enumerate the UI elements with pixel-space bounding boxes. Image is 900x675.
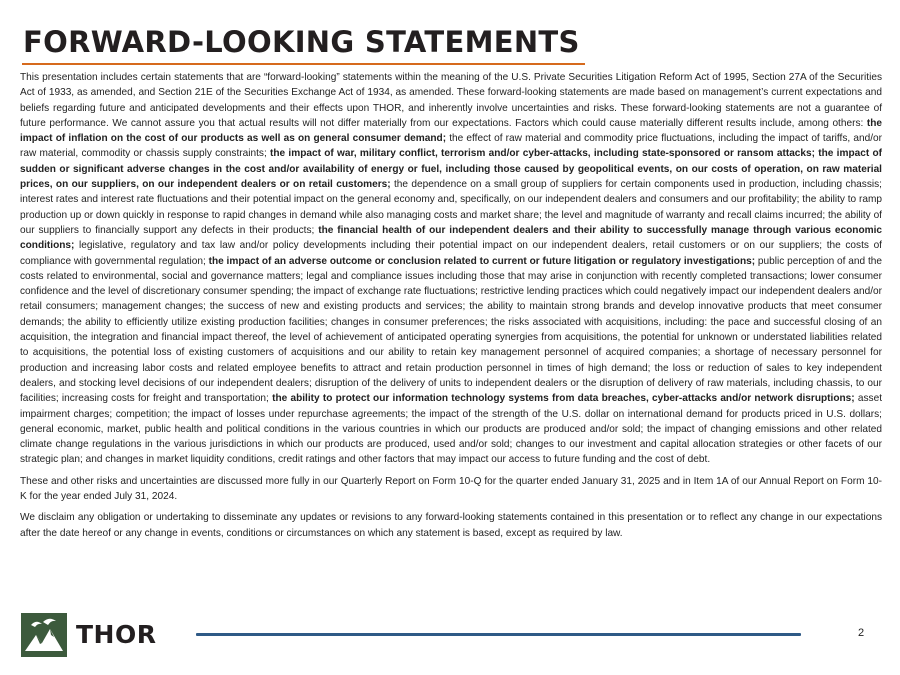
emphasized-risk-factor: the ability to protect our information technology systems from data breaches, cyber-attacks and/or network disruptions; (272, 393, 855, 405)
risk-factor-text: public perception of and the costs related to environmental, social and governance matters; legal and compliance issues including those that may arise in conjunction with recently completed transactions; lower consumer confidence and the level of discretionary consumer spending; the impact of exchange rate fluctuations; restrictive lending practices which could negatively impact our independent dealers and/or retail consumers; management changes; the success of new and existing products and services; the ability to maintain strong brands and develop innovative products that meet consumer demands; the ability to efficiently utilize existing production facilities; changes in consumer preferences; the risks associated with acquisitions, including: the pace and successful closing of an acquisition, the integration and financial impact thereof, the level of achievement of anticipated operating synergies from acquisitions, the potential for unknown or understated liabilities related to acquisitions, the potential loss of existing customers of acquisitions and our ability to retain key management personnel of acquired companies; a shortage of necessary personnel for production and increasing labor costs and related employee benefits to attract and retain production personnel in times of high demand; the loss or reduction of sales to key independent dealers, and stocking level decisions of our independent dealers; disruption of the delivery of units to independent dealers or the disruption of delivery of raw materials, including chassis, to our facilities; increasing costs for freight and transportation; (20, 255, 882, 405)
risk-factor-text: the effect of raw material and commodity price fluctuations, including the impact of tariffs, and/or raw material, commodity or chassis supply constraints; (20, 133, 882, 160)
risk-factor-text: asset impairment charges; competition; the impact of losses under repurchase agreements; the impact of the strength of the U.S. dollar on international demand for products priced in U.S. dollars; general economic, market, public health and political conditions in the various countries in which our products are produced and/or sold; the impact of changing emissions and other related climate change regulations in the various jurisdictions in which our products are produced, used and/or sold; changes to our investment and capital allocation strategies or other facets of our strategic plan; and changes in market liquidity conditions, credit ratings and other factors that may impact our access to future funding and the cost of debt. (20, 393, 882, 466)
title-underline (22, 63, 585, 65)
risk-factor-text: legislative, regulatory and tax law and/or policy developments including their potential impact on our independent dealers, retail customers or on our suppliers; the costs of compliance with governmental regulation; (20, 240, 882, 267)
disclaimer-paragraph: We disclaim any obligation or undertaking to disseminate any updates or revisions to any forward-looking statements contained in this presentation or to reflect any change in our expectations after the date hereof or any change in events, conditions or circumstances on which any statement is based, except as required by law. (20, 512, 882, 539)
statement-body (20, 70, 882, 547)
emphasized-risk-factor: the impact of an adverse outcome or conclusion related to current or future litigation or regulatory investigations; (208, 255, 756, 267)
risk-factors-paragraph (20, 70, 882, 468)
risk-disclosure-paragraph: These and other risks and uncertainties are discussed more fully in our Quarterly Report on Form 10-Q for the quarter ended January 31, 2025 and in Item 1A of our Annual Report on Form 10-K for the year ended July 31, 2024. (20, 475, 882, 503)
thor-mountain-logo-icon (21, 613, 67, 657)
page-number: 2 (858, 627, 865, 639)
footer-divider (196, 633, 801, 636)
risk-factor-text: This presentation includes certain statements that are “forward-looking” statements within the meaning of the U.S. Private Securities Litigation Reform Act of 1995, Section 27A of the Securities Act of 1933, as amended, and Section 21E of the Securities Exchange Act of 1934, as amended. These forward-looking statements are made based on management’s current expectations and beliefs regarding future and anticipated developments and their effects upon THOR, and inherently involve uncertainties and risks. These forward-looking statements are not a guarantee of future performance. We cannot assure you that actual results will not differ materially from our expectations. Factors which could cause materially different results include, among others: (20, 72, 882, 129)
risk-factor-text: the dependence on a small group of suppliers for certain components used in production, including chassis; interest rates and interest rate fluctuations and their potential impact on the general economy and, specifically, on our independent dealers and consumers and our profitability; the ability to ramp production up or down quickly in response to rapid changes in demand while also managing costs and market share; the level and magnitude of warranty and recall claims incurred; the ability of our suppliers to financially support any defects in their products; (20, 179, 882, 236)
page-title: FORWARD-LOOKING STATEMENTS (23, 25, 580, 59)
emphasized-risk-factor: the financial health of our independent dealers and their ability to successfully manage through various economic conditions; (20, 224, 883, 252)
emphasized-risk-factor: the impact of war, military conflict, terrorism and/or cyber-attacks, including state-sponsored or ransom attacks; the impact of sudden or significant adverse changes in the cost and/or availability of energy or fuel, including those caused by geopolitical events, on our costs of operation, on raw material prices, on our suppliers, on our independent dealers or on retail customers; (20, 148, 882, 191)
emphasized-risk-factor: the impact of inflation on the cost of our products as well as on general consumer demand; (20, 117, 882, 145)
footer-brand: THOR (76, 620, 157, 649)
